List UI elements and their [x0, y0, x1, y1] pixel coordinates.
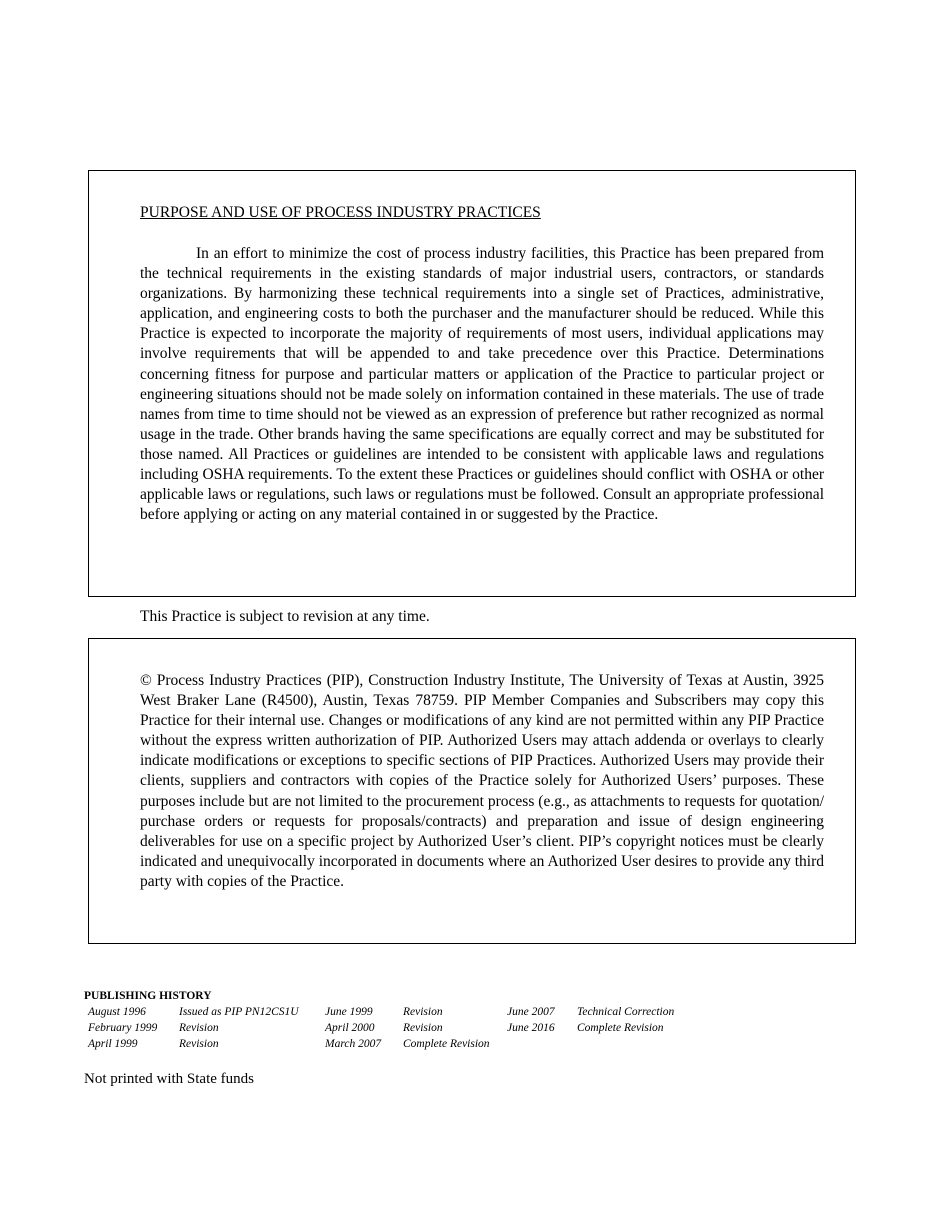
- copyright-paragraph: © Process Industry Practices (PIP), Construction Industry Institute, The University of Texas at Austin, 3925 West Braker Lane (R4500), Austin, Texas 78759. PIP Member Companies and Subscribers may copy this Practice for their internal use. Changes or modifications of any kind are not permitted within any PIP Practice without the express written authorization of PIP. Authorized Users may attach addenda or overlays to clearly indicate modifications or exceptions to specific sections of PIP Practices. Authorized Users may provide their clients, suppliers and contractors with copies of the Practice solely for Authorized Users’ purposes. These purposes include but are not limited to the procurement process (e.g., as attachments to requests for quotation/ purchase orders or requests for proposals/contracts) and preparation and issue of design engineering deliverables for use on a specific project by Authorized User’s client. PIP’s copyright notices must be clearly indicated and unequivocally incorporated in documents where an Authorized User desires to provide any third party with copies of the Practice.: [140, 672, 824, 890]
- history-description: Complete Revision: [403, 1038, 490, 1050]
- revision-note: This Practice is subject to revision at any time.: [140, 608, 430, 625]
- history-date: April 2000: [325, 1022, 375, 1034]
- history-date: August 1996: [88, 1006, 146, 1018]
- history-description: Revision: [179, 1022, 219, 1034]
- history-description: Revision: [403, 1006, 443, 1018]
- history-date: June 2007: [507, 1006, 555, 1018]
- history-date: June 2016: [507, 1022, 555, 1034]
- funds-note: Not printed with State funds: [84, 1071, 254, 1087]
- history-description: Issued as PIP PN12CS1U: [179, 1006, 299, 1018]
- history-date: February 1999: [88, 1022, 158, 1034]
- history-description: Complete Revision: [577, 1022, 664, 1034]
- history-date: March 2007: [325, 1038, 382, 1050]
- purpose-title: PURPOSE AND USE OF PROCESS INDUSTRY PRACTICES: [140, 204, 541, 221]
- publishing-history-heading: PUBLISHING HISTORY: [84, 990, 212, 1002]
- history-date: June 1999: [325, 1006, 373, 1018]
- purpose-paragraph: In an effort to minimize the cost of process industry facilities, this Practice has been prepared from the technical requirements in the existing standards of major industrial users, contractors, or standards organizations. By harmonizing these technical requirements into a single set of Practices, administrative, application, and engineering costs to both the purchaser and the manufacturer should be reduced. While this Practice is expected to incorporate the majority of requirements of most users, individual applications may involve requirements that will be appended to and take precedence over this Practice. Determinations concerning fitness for purpose and particular matters or application of the Practice to particular project or engineering situations should not be made solely on information contained in these materials. The use of trade names from time to time should not be viewed as an expression of preference but rather recognized as normal usage in the trade. Other brands having the same specifications are equally correct and may be substituted for those named. All Practices or guidelines are intended to be consistent with applicable laws and regulations including OSHA requirements. To the extent these Practices or guidelines should conflict with OSHA or other applicable laws or regulations, such laws or regulations must be followed. Consult an appropriate professional before applying or acting on any material contained in or suggested by the Practice.: [140, 245, 824, 524]
- history-description: Technical Correction: [577, 1006, 675, 1018]
- history-description: Revision: [179, 1038, 219, 1050]
- history-date: April 1999: [88, 1038, 138, 1050]
- history-description: Revision: [403, 1022, 443, 1034]
